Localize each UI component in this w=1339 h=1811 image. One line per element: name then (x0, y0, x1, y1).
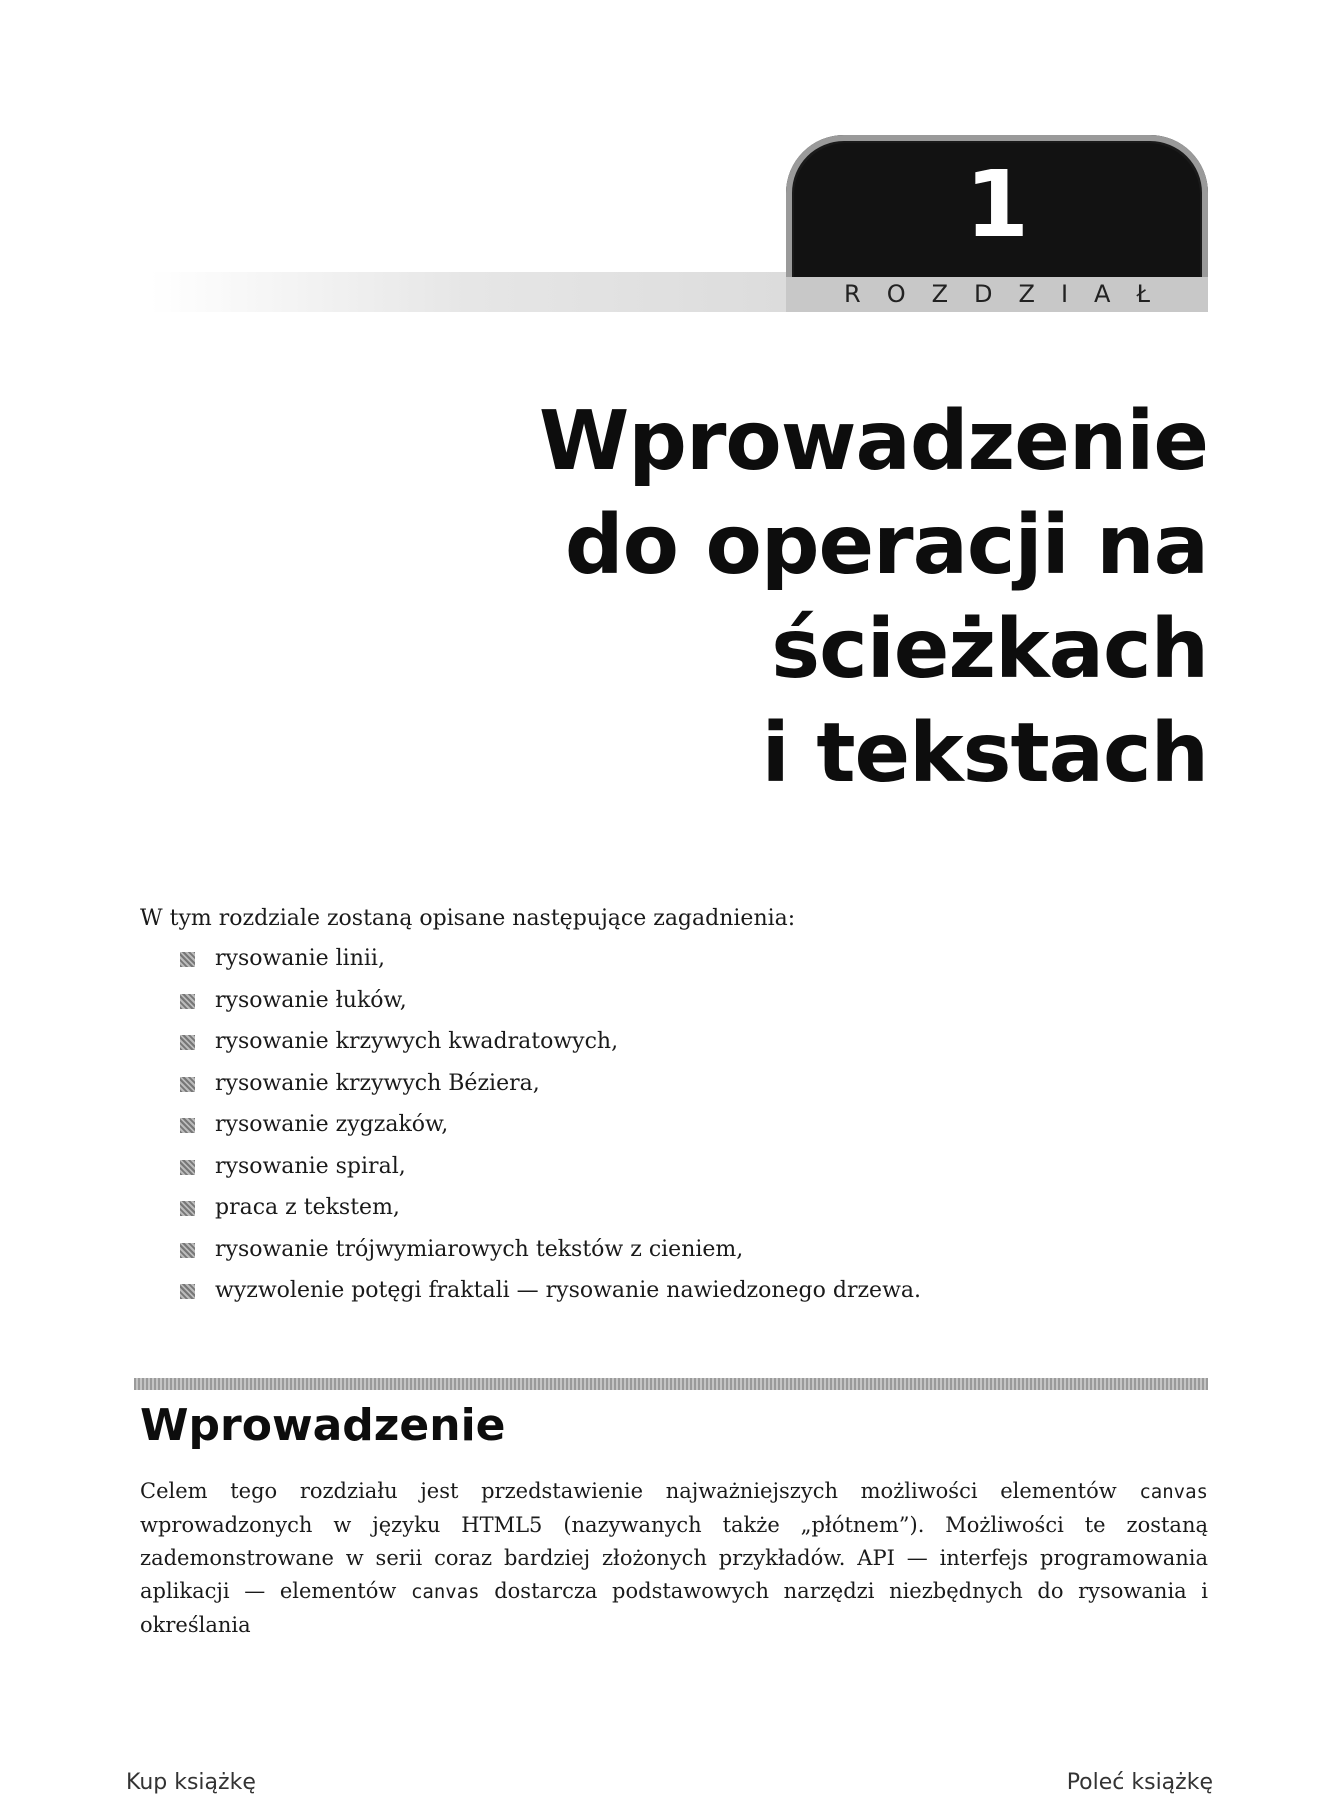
code-term: canvas (410, 1581, 480, 1603)
bullet-icon (180, 1243, 195, 1258)
list-item (180, 1154, 921, 1196)
bullet-icon (180, 994, 195, 1009)
list-item-text: rysowanie krzywych Béziera, (215, 1070, 540, 1096)
section-body-text-1: Celem tego rozdziału jest przedstawienie najważniejszych możliwości elementów (140, 1479, 1140, 1503)
list-item-text: rysowanie linii, (215, 946, 385, 971)
list-item-text: rysowanie zygzaków, (215, 1112, 449, 1137)
code-term: canvas (1139, 1481, 1208, 1503)
chapter-label: ROZDZIAŁ (844, 280, 1176, 308)
section-body-text-2: wprowadzonych w języku HTML5 (nazywanych także „płótnem”). Możliwości te zostaną zademonstrowane w serii coraz bardziej złożonych przykładów. API — interfejs programowania aplikacji — elementów (140, 1513, 1208, 1603)
buy-book-link[interactable]: Kup książkę (126, 1770, 256, 1795)
bullet-icon (180, 1201, 195, 1216)
section-divider (134, 1378, 1208, 1390)
list-item-text: wyzwolenie potęgi fraktali — rysowanie nawiedzonego drzewa. (215, 1278, 922, 1303)
chapter-title-line-3: i tekstach (761, 706, 1208, 801)
list-item (180, 1237, 921, 1279)
bullet-icon (180, 952, 195, 967)
bullet-icon (180, 1077, 195, 1092)
list-item (180, 988, 921, 1030)
chapter-title (108, 390, 1208, 806)
chapter-title-line-2: do operacji na ścieżkach (564, 498, 1208, 697)
section-body-text-3: dostarcza podstawowych narzędzi niezbędnych do rysowania i określania (140, 1579, 1209, 1637)
topic-list (180, 946, 921, 1320)
list-item-text: praca z tekstem, (215, 1195, 400, 1220)
bullet-icon (180, 1284, 195, 1299)
list-item (180, 946, 921, 988)
section-heading: Wprowadzenie (140, 1400, 506, 1451)
list-item-text: rysowanie łuków, (215, 987, 407, 1013)
list-item (180, 1195, 921, 1237)
bullet-icon (180, 1160, 195, 1175)
intro-text: W tym rozdziale zostaną opisane następujące zagadnienia: (140, 906, 796, 931)
list-item-text: rysowanie spiral, (215, 1153, 406, 1179)
list-item-text: rysowanie krzywych kwadratowych, (215, 1029, 619, 1054)
list-item (180, 1112, 921, 1154)
list-item (180, 1029, 921, 1071)
section-body (140, 1475, 1208, 1642)
list-item (180, 1278, 921, 1320)
chapter-title-line-1: Wprowadzenie (538, 394, 1208, 489)
list-item-text: rysowanie trójwymiarowych tekstów z cieniem, (215, 1236, 744, 1262)
chapter-number: 1 (964, 151, 1029, 258)
recommend-book-link[interactable]: Poleć książkę (1066, 1770, 1213, 1795)
bullet-icon (180, 1118, 195, 1133)
list-item (180, 1071, 921, 1113)
bullet-icon (180, 1035, 195, 1050)
